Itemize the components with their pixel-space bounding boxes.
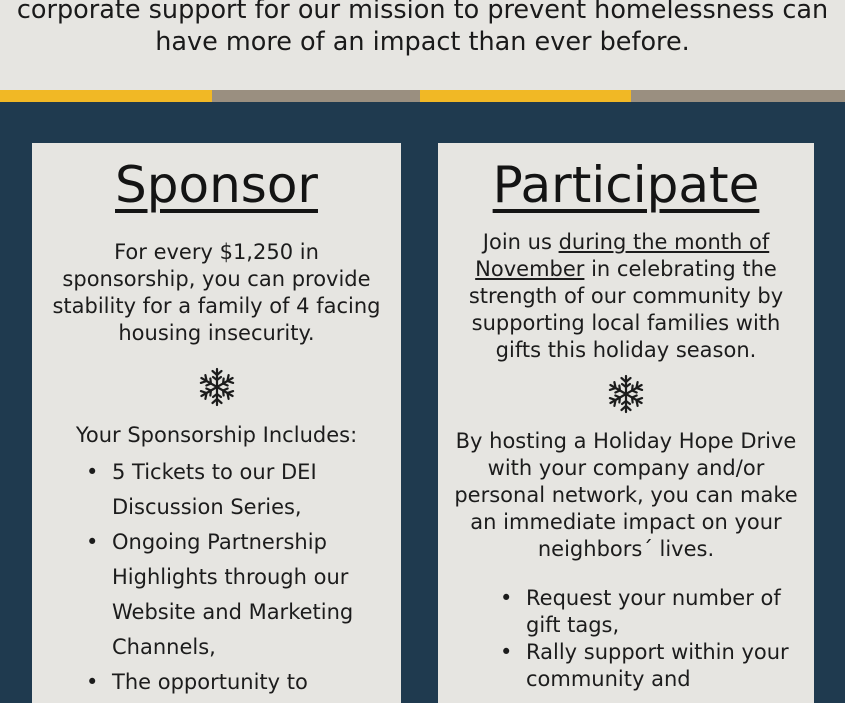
intro-line-2: have more of an impact than ever before.: [155, 27, 690, 57]
snowflake-icon: [606, 374, 646, 414]
participate-title: Participate: [492, 156, 760, 214]
sponsorship-benefits-list: [32, 455, 401, 700]
intro-text: [0, 0, 845, 58]
participate-description: [438, 229, 814, 364]
participation-steps-list: [438, 585, 814, 693]
stripe-gold-1: [0, 90, 212, 102]
list-item: • Request your number of gift tags,: [526, 585, 814, 639]
stripe-gray-1: [212, 90, 420, 102]
sponsor-title: Sponsor: [115, 156, 318, 214]
list-item: • Ongoing Partnership Highlights through our Website and Marketing Channels,: [112, 525, 401, 665]
intro-band: [0, 0, 845, 90]
sponsor-card: [32, 143, 401, 703]
list-item: • 5 Tickets to our DEI Discussion Series,: [112, 455, 401, 525]
list-item: • The opportunity to: [112, 665, 401, 700]
snowflake-icon: [197, 367, 237, 407]
participate-intro-prefix: Join us: [482, 230, 559, 254]
sponsorship-includes-heading: Your Sponsorship Includes:: [75, 423, 358, 447]
stripe-gold-2: [420, 90, 631, 102]
month-link[interactable]: during the month of November: [475, 230, 770, 281]
list-item: • Rally support within your community and: [526, 639, 814, 693]
hosting-description: By hosting a Holiday Hope Drive with your company and/or personal network, you can make an immediate impact on your neighbors´ lives.: [454, 429, 798, 561]
intro-line-1: corporate support for our mission to prevent homelessness can: [16, 0, 829, 25]
stripe-gray-2: [631, 90, 845, 102]
participate-card: [438, 143, 814, 703]
sponsor-description: For every $1,250 in sponsorship, you can provide stability for a family of 4 facing housing insecurity.: [52, 240, 381, 345]
participate-intro-suffix: in celebrating the strength of our community by supporting local families with gifts this holiday season.: [468, 257, 784, 362]
